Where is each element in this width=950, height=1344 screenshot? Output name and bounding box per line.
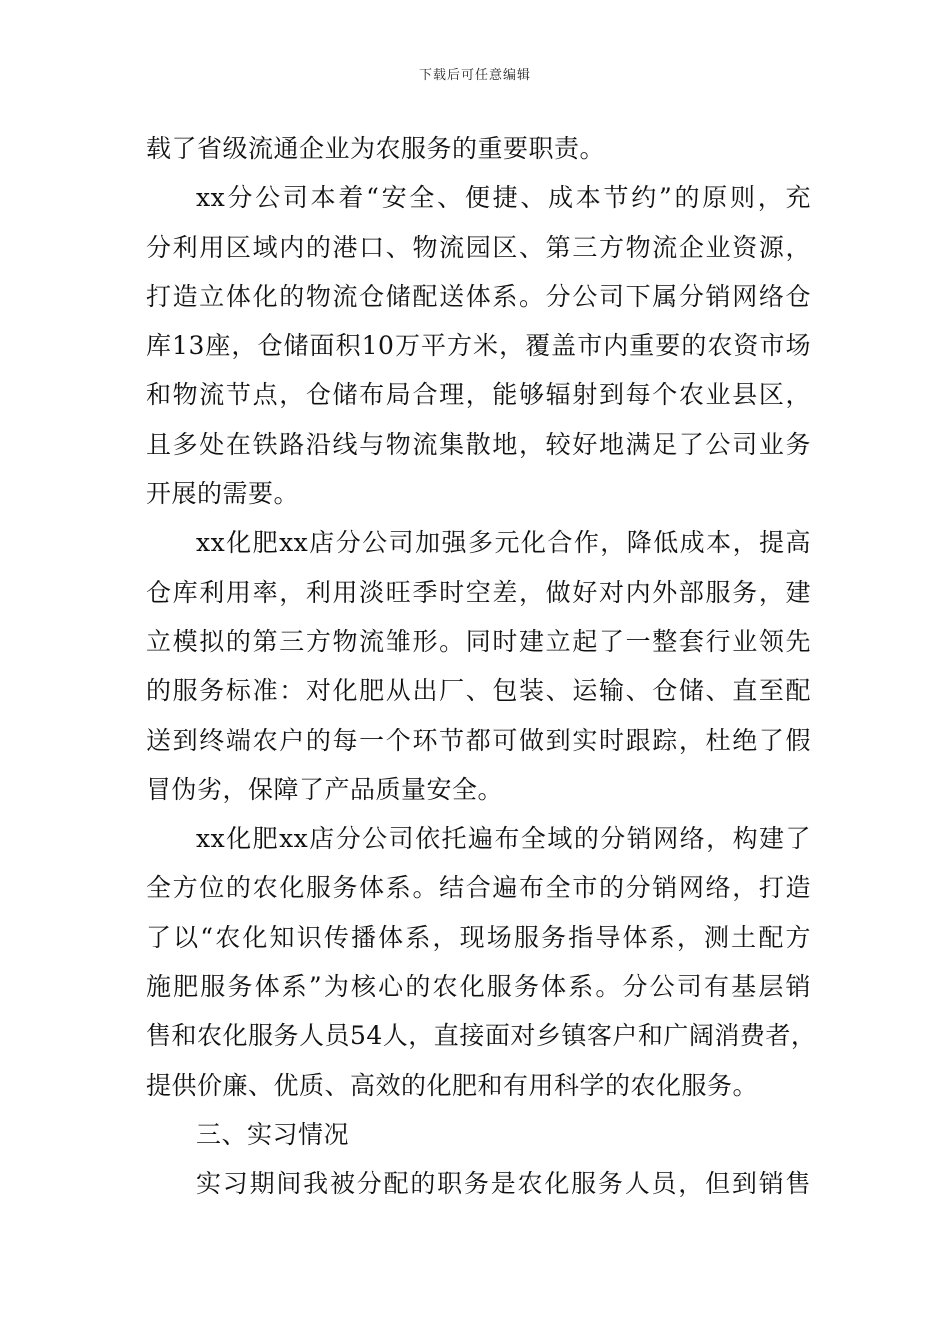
text-line: 开展的需要。 (146, 479, 300, 509)
text-line: 打造立体化的物流仓储配送体系。分公司下属分销网络仓 (146, 281, 811, 311)
text-line: 全方位的农化服务体系。结合遍布全市的分销网络，打造 (146, 873, 811, 903)
text-line: 施肥服务体系”为核心的农化服务体系。分公司有基层销 (146, 972, 811, 1002)
text-line: 实习期间我被分配的职务是农化服务人员，但到销售 (196, 1169, 811, 1199)
text-line: 提供价廉、优质、高效的化肥和有用科学的农化服务。 (146, 1070, 759, 1100)
text-line: 送到终端农户的每一个环节都可做到实时跟踪，杜绝了假 (146, 725, 811, 755)
section-heading: 三、实习情况 (196, 1119, 350, 1149)
text-line: 库13座，仓储面积10万平方米，覆盖市内重要的农资市场 (146, 331, 811, 361)
text-line: xx分公司本着“安全、便捷、成本节约”的原则，充 (196, 183, 811, 213)
text-line: xx化肥xx店分公司依托遍布全域的分销网络，构建了 (196, 824, 811, 854)
text-line: 载了省级流通企业为农服务的重要职责。 (146, 134, 606, 163)
text-line: 冒伪劣，保障了产品质量安全。 (146, 774, 504, 804)
text-line: xx化肥xx店分公司加强多元化合作，降低成本，提高 (196, 528, 811, 558)
text-line: 和物流节点，仓储布局合理，能够辐射到每个农业县区， (146, 380, 811, 410)
text-line: 了以“农化知识传播体系，现场服务指导体系，测土配方 (146, 922, 811, 952)
document-body (146, 124, 817, 1209)
text-line: 立模拟的第三方物流雏形。同时建立起了一整套行业领先 (146, 626, 811, 656)
text-line: 分利用区域内的港口、物流园区、第三方物流企业资源， (146, 232, 811, 262)
text-line: 仓库利用率，利用淡旺季时空差，做好对内外部服务，建 (146, 577, 811, 607)
text-line: 的服务标准：对化肥从出厂、包装、运输、仓储、直至配 (146, 676, 811, 706)
text-line: 售和农化服务人员54人，直接面对乡镇客户和广阔消费者， (146, 1021, 817, 1051)
text-line: 且多处在铁路沿线与物流集散地，较好地满足了公司业务 (146, 429, 811, 459)
page-header: 下载后可任意编辑 (418, 68, 531, 83)
